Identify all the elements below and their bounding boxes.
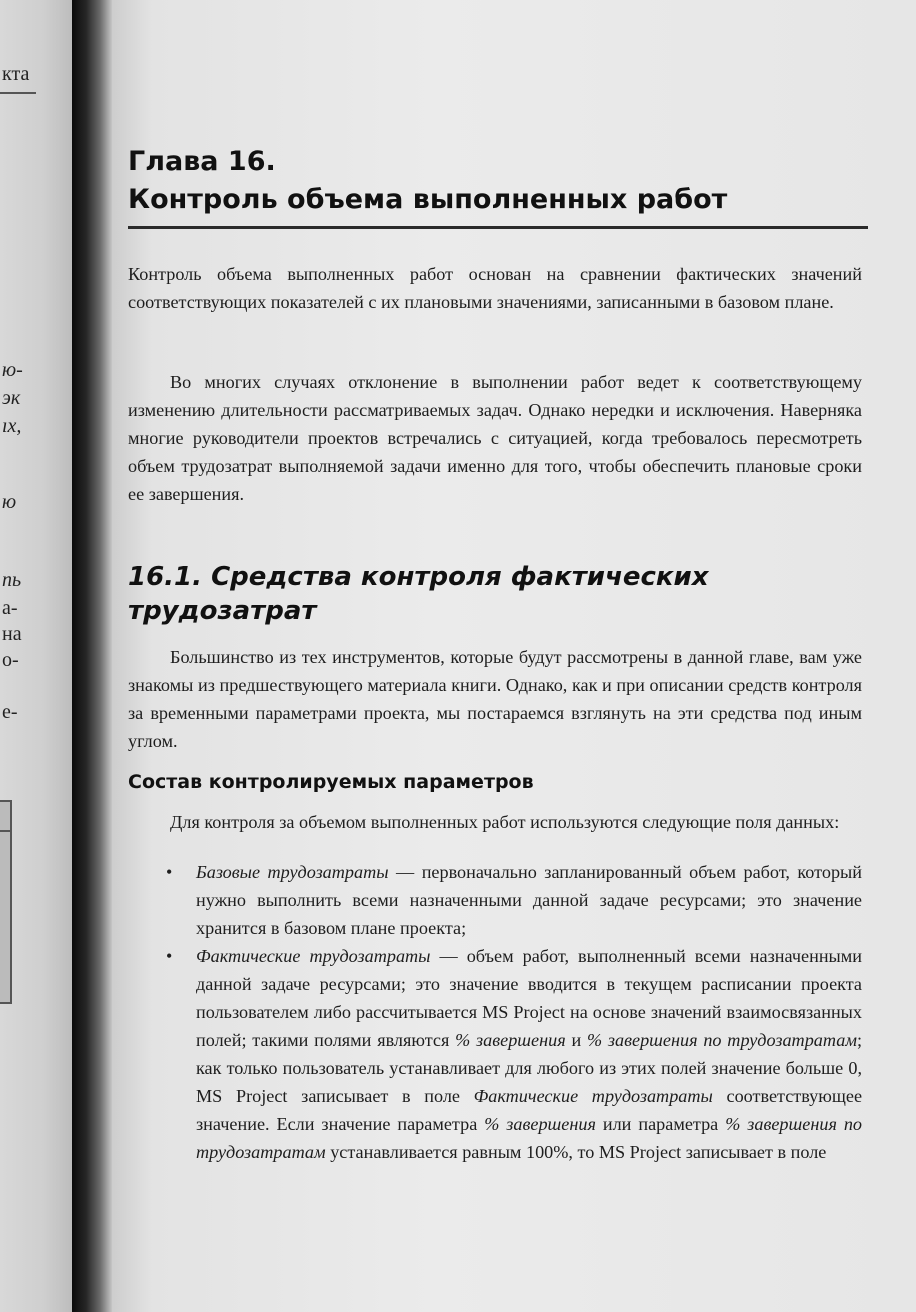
prev-page-fragment: кта [2, 63, 30, 85]
list-item [128, 942, 862, 1166]
paragraph-intro: Контроль объема выполненных работ основан на сравнении фактических значений соответствующих показателей с их плановыми значениями, записанными в базовом плане. [128, 264, 862, 312]
prev-page-fragment: а- [2, 597, 18, 619]
subsection-heading: Состав контролируемых параметров [128, 771, 534, 793]
book-gutter-shadow [72, 0, 112, 1312]
prev-page-fragment: ıх, [2, 415, 22, 437]
field-reference: % завершения по трудозатратам [586, 1030, 857, 1050]
field-reference: % завершения [455, 1030, 566, 1050]
list-item [128, 858, 862, 942]
chapter-title: Контроль объема выполненных работ [128, 184, 728, 215]
fields-list [128, 858, 862, 1166]
field-description: — объем работ, выполненный всеми назначенными данной задаче ресурсами; это значение вводится в текущем расписании проекта пользователем либо рассчитывается MS Project на основе значений взаимосвязанных полей; такими полями являются [196, 946, 863, 1050]
field-term: Базовые трудозатраты [196, 862, 389, 882]
previous-page-edge [0, 0, 72, 1312]
chapter-number: Глава 16. [128, 146, 276, 177]
prev-page-fragment: о- [2, 649, 19, 671]
prev-page-fragment: ю [2, 491, 17, 513]
prev-page-fragment: на [2, 623, 22, 645]
chapter-heading [128, 143, 868, 219]
prev-page-rule [0, 92, 36, 94]
bullet-dot-icon: • [166, 862, 173, 882]
field-description: и [565, 1030, 587, 1050]
prev-page-box [0, 800, 12, 834]
field-description: ; как только пользователь устанавливает для любого из этих полей значение больше 0, MS Project записывает в поле [196, 1030, 862, 1106]
book-page [112, 0, 916, 1312]
chapter-rule [128, 226, 868, 229]
prev-page-box [0, 830, 12, 1004]
prev-page-fragment: пь [2, 569, 22, 591]
paragraph-tools: Большинство из тех инструментов, которые будут рассмотрены в данной главе, вам уже знакомы из предшествующего материала книги. Однако, как и при описании средств контроля за временными параметрами проекта, мы постараемся взглянуть на эти средства под иным углом. [128, 647, 862, 751]
prev-page-fragment: е- [2, 701, 18, 723]
paragraph-fields-intro: Для контроля за объемом выполненных работ используются следующие поля данных: [170, 812, 840, 832]
field-description: устанавливается равным 100%, то MS Project записывает в поле [325, 1142, 827, 1162]
prev-page-fragment: ю- [2, 359, 23, 381]
field-description: или параметра [595, 1114, 726, 1134]
prev-page-fragment: эк [2, 387, 21, 409]
field-reference: Фактические трудозатраты [473, 1086, 713, 1106]
field-reference: % завершения по трудозатратам [196, 1114, 863, 1162]
section-heading: 16.1. Средства контроля фактических трудозатрат [128, 562, 709, 626]
paragraph-deviation: Во многих случаях отклонение в выполнении работ ведет к соответствующему изменению длительности рассматриваемых задач. Однако нередки и исключения. Наверняка многие руководители проектов встречались с ситуацией, когда требовалось пересмотреть объем трудозатрат выполняемой задачи именно для того, чтобы обеспечить плановые сроки ее завершения. [128, 372, 862, 504]
field-term: Фактические трудозатраты [196, 946, 431, 966]
field-description: — первоначально запланированный объем работ, который нужно выполнить всеми назначенными данной задаче ресурсами; это значение хранится в базовом плане проекта; [196, 862, 862, 938]
field-reference: % завершения [484, 1114, 596, 1134]
field-description: соответствующее значение. Если значение параметра [196, 1086, 863, 1134]
bullet-dot-icon: • [166, 946, 173, 966]
